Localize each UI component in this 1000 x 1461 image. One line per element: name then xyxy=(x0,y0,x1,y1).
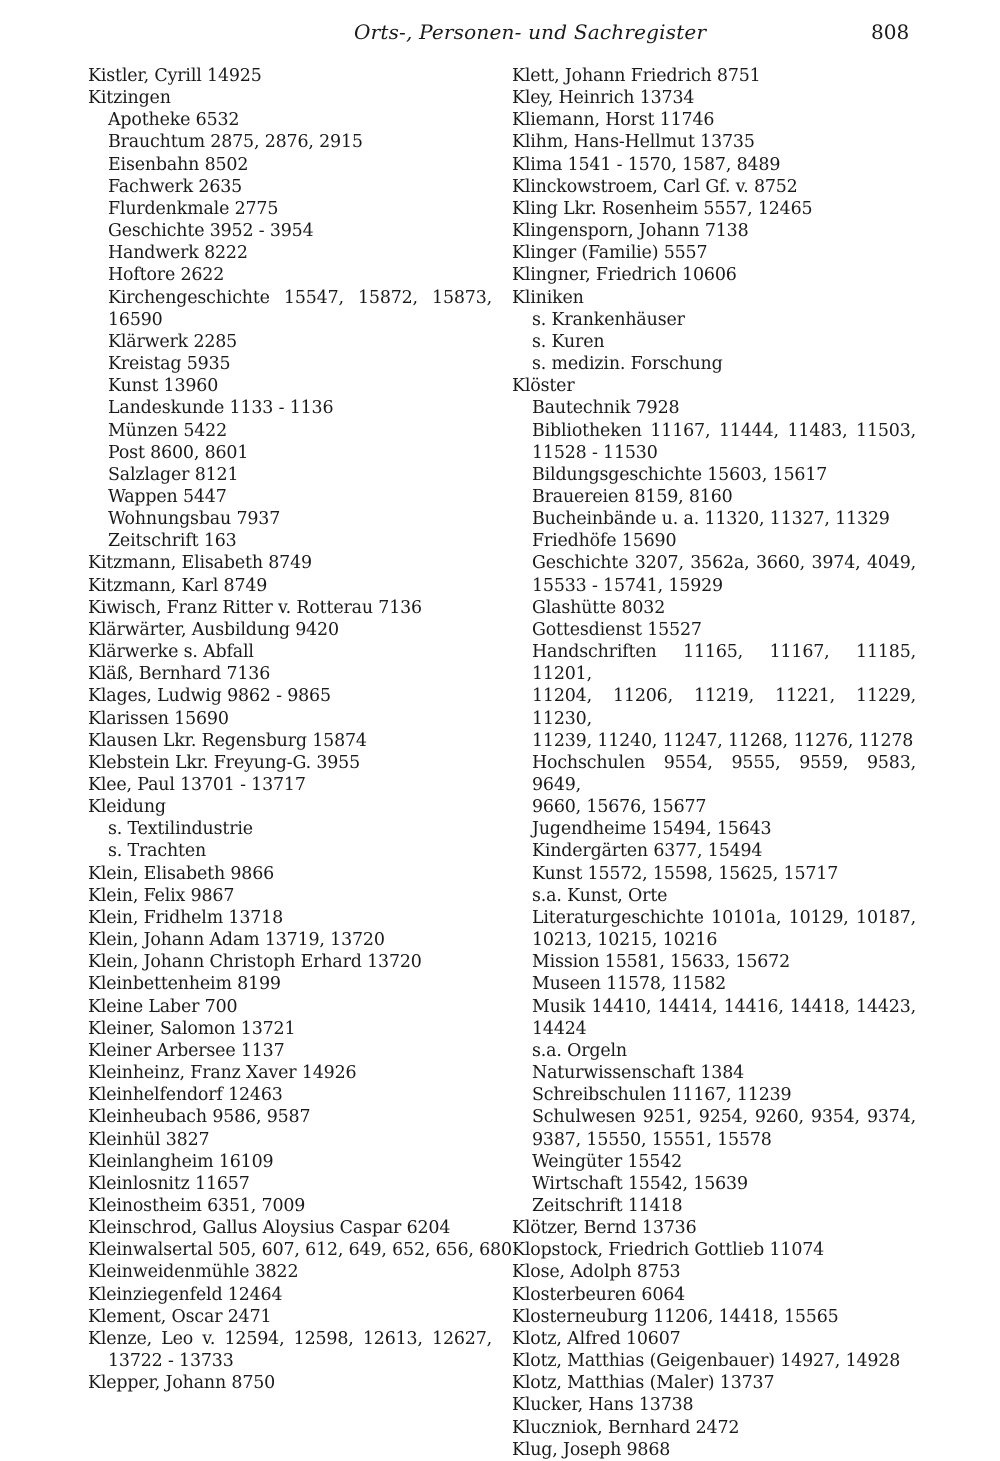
index-entry: Klingner, Friedrich 10606 xyxy=(512,265,737,286)
index-entry: Klotz, Matthias (Maler) 13737 xyxy=(512,1373,775,1394)
index-entry: Klinger (Familie) 5557 xyxy=(512,243,708,264)
index-entry: Kleinheubach 9586, 9587 xyxy=(88,1107,311,1128)
index-subentry: 15533 - 15741, 15929 xyxy=(532,575,723,596)
index-entry: Kläß, Bernhard 7136 xyxy=(88,664,271,685)
index-subentry: Friedhöfe 15690 xyxy=(532,531,677,552)
index-entry: Klee, Paul 13701 - 13717 xyxy=(88,775,306,795)
index-subentry: 9387, 15550, 15551, 15578 xyxy=(532,1129,772,1150)
index-entry: Kiwisch, Franz Ritter v. Rotterau 7136 xyxy=(88,597,422,618)
index-subentry: Musik 14410, 14414, 14416, 14418, 14423, xyxy=(532,996,916,1017)
index-entry: Klima 1541 - 1570, 1587, 8489 xyxy=(512,154,781,175)
index-subentry: Klärwerk 2285 xyxy=(108,331,238,352)
index-subentry: Mission 15581, 15633, 15672 xyxy=(532,952,791,973)
index-entry: Kliemann, Horst 11746 xyxy=(512,110,715,131)
index-subentry: 16590 xyxy=(108,309,163,330)
index-subentry: Schreibschulen 11167, 11239 xyxy=(532,1085,792,1106)
index-subentry: s.a. Kunst, Orte xyxy=(532,885,668,906)
index-subentry: s.a. Orgeln xyxy=(532,1040,627,1061)
index-entry: Klein, Elisabeth 9866 xyxy=(88,863,275,884)
index-entry: Klöster xyxy=(512,376,575,397)
index-entry: Kitzingen xyxy=(88,88,171,109)
index-subentry: 14424 xyxy=(532,1018,587,1039)
page-header xyxy=(0,20,1000,48)
index-entry: Kistler, Cyrill 14925 xyxy=(88,66,262,86)
index-entry: Klein, Johann Adam 13719, 13720 xyxy=(88,930,385,951)
index-entry: Kitzmann, Elisabeth 8749 xyxy=(88,553,312,574)
index-subentry: Münzen 5422 xyxy=(108,420,227,441)
index-subentry: Jugendheime 15494, 15643 xyxy=(532,819,772,840)
index-entry: Klepper, Johann 8750 xyxy=(88,1373,276,1394)
index-entry: Kleinhül 3827 xyxy=(88,1129,210,1150)
index-subentry: Zeitschrift 11418 xyxy=(532,1195,683,1216)
index-entry: Kleinweidenmühle 3822 xyxy=(88,1262,299,1283)
index-subentry: 11239, 11240, 11247, 11268, 11276, 11278 xyxy=(532,730,914,751)
index-subentry: 9660, 15676, 15677 xyxy=(532,797,707,818)
index-subentry: Brauchtum 2875, 2876, 2915 xyxy=(108,132,363,153)
index-entry: Klug, Joseph 9868 xyxy=(512,1439,671,1460)
index-entry: Klenze, Leo v. 12594, 12598, 12613, 12627, xyxy=(88,1328,492,1349)
index-entry: Klopstock, Friedrich Gottlieb 11074 xyxy=(512,1240,825,1261)
index-entry: Klett, Johann Friedrich 8751 xyxy=(512,66,761,86)
index-subentry: 13722 - 13733 xyxy=(108,1351,234,1372)
index-entry: Klebstein Lkr. Freyung-G. 3955 xyxy=(88,752,361,773)
index-subentry: Bucheinbände u. a. 11320, 11327, 11329 xyxy=(532,509,890,530)
index-subentry: Wohnungsbau 7937 xyxy=(108,509,281,530)
index-entry: Kleinziegenfeld 12464 xyxy=(88,1284,283,1305)
index-entry: Kleiner, Salomon 13721 xyxy=(88,1018,296,1039)
index-entry: Klein, Fridhelm 13718 xyxy=(88,907,283,928)
index-entry: Kleinlangheim 16109 xyxy=(88,1151,274,1172)
index-subentry: Hoftore 2622 xyxy=(108,265,225,286)
index-entry: Kitzmann, Karl 8749 xyxy=(88,575,268,596)
index-entry: Klement, Oscar 2471 xyxy=(88,1306,272,1327)
index-entry: Kleinhelfendorf 12463 xyxy=(88,1085,283,1106)
page-number: 808 xyxy=(871,20,910,44)
index-entry: Klotz, Alfred 10607 xyxy=(512,1328,681,1349)
index-subentry: Salzlager 8121 xyxy=(108,464,239,485)
index-entry: Kleinlosnitz 11657 xyxy=(88,1173,250,1194)
index-subentry: Bildungsgeschichte 15603, 15617 xyxy=(532,464,828,485)
index-column-right xyxy=(512,65,916,1461)
index-subentry: s. Trachten xyxy=(108,841,207,862)
index-subentry: Kirchengeschichte 15547, 15872, 15873, xyxy=(108,287,492,308)
index-subentry: Schulwesen 9251, 9254, 9260, 9354, 9374, xyxy=(532,1107,916,1128)
index-entry: Klinckowstroem, Carl Gf. v. 8752 xyxy=(512,176,798,197)
index-subentry: Landeskunde 1133 - 1136 xyxy=(108,398,334,419)
index-entry: Klärwerke s. Abfall xyxy=(88,642,254,663)
index-subentry: 11204, 11206, 11219, 11221, 11229, 11230, xyxy=(532,686,916,729)
index-entry: Klihm, Hans-Hellmut 13735 xyxy=(512,132,755,153)
index-entry: Kleine Laber 700 xyxy=(88,996,238,1017)
index-subentry: Literaturgeschichte 10101a, 10129, 10187, xyxy=(532,907,916,928)
index-subentry: Zeitschrift 163 xyxy=(108,531,237,552)
index-entry: Kleinostheim 6351, 7009 xyxy=(88,1195,306,1216)
index-entry: Kleinschrod, Gallus Aloysius Caspar 6204 xyxy=(88,1218,451,1239)
index-entry: Kliniken xyxy=(512,287,584,308)
index-entry: Klose, Adolph 8753 xyxy=(512,1262,681,1283)
index-subentry: Flurdenkmale 2775 xyxy=(108,198,279,219)
index-entry: Klotz, Matthias (Geigenbauer) 14927, 14928 xyxy=(512,1351,901,1372)
index-subentry: Kindergärten 6377, 15494 xyxy=(532,841,763,862)
index-subentry: Kreistag 5935 xyxy=(108,354,231,375)
index-entry: Kleinbettenheim 8199 xyxy=(88,974,281,995)
index-subentry: Handwerk 8222 xyxy=(108,243,248,264)
index-subentry: s. Kuren xyxy=(532,331,605,352)
index-subentry: Apotheke 6532 xyxy=(108,110,240,131)
index-subentry: Eisenbahn 8502 xyxy=(108,154,249,175)
index-entry: Kleinheinz, Franz Xaver 14926 xyxy=(88,1063,357,1084)
index-subentry: Weingüter 15542 xyxy=(532,1151,683,1172)
index-subentry: Naturwissenschaft 1384 xyxy=(532,1063,745,1084)
index-subentry: Museen 11578, 11582 xyxy=(532,974,727,995)
index-entry: Klosterneuburg 11206, 14418, 15565 xyxy=(512,1306,839,1327)
index-subentry: Brauereien 8159, 8160 xyxy=(532,486,733,507)
index-entry: Kleiner Arbersee 1137 xyxy=(88,1040,285,1061)
index-entry: Klein, Johann Christoph Erhard 13720 xyxy=(88,952,422,973)
index-subentry: Wirtschaft 15542, 15639 xyxy=(532,1173,748,1194)
index-subentry: s. medizin. Forschung xyxy=(532,354,723,375)
index-entry: Klucker, Hans 13738 xyxy=(512,1395,694,1416)
index-subentry: Geschichte 3207, 3562a, 3660, 3974, 4049, xyxy=(532,553,916,574)
index-subentry: 11528 - 11530 xyxy=(532,442,658,463)
index-entry: Klarissen 15690 xyxy=(88,708,229,729)
index-subentry: Kunst 13960 xyxy=(108,376,219,397)
index-subentry: s. Textilindustrie xyxy=(108,819,253,840)
index-entry: Kleidung xyxy=(88,797,166,818)
index-entry: Kley, Heinrich 13734 xyxy=(512,88,695,109)
index-subentry: Glashütte 8032 xyxy=(532,597,666,618)
index-subentry: Post 8600, 8601 xyxy=(108,442,249,463)
index-entry: Kluczniok, Bernhard 2472 xyxy=(512,1417,740,1438)
index-subentry: Geschichte 3952 - 3954 xyxy=(108,221,314,242)
index-entry: Kleinwalsertal 505, 607, 612, 649, 652, 656, 680 xyxy=(88,1240,512,1261)
index-entry: Klages, Ludwig 9862 - 9865 xyxy=(88,686,331,707)
index-subentry: Hochschulen 9554, 9555, 9559, 9583, 9649, xyxy=(532,752,916,795)
index-column-left xyxy=(88,65,512,1394)
index-subentry: Kunst 15572, 15598, 15625, 15717 xyxy=(532,863,839,884)
index-subentry: Wappen 5447 xyxy=(108,486,227,507)
index-subentry: Gottesdienst 15527 xyxy=(532,619,702,640)
index-entry: Klötzer, Bernd 13736 xyxy=(512,1218,697,1239)
index-entry: Klausen Lkr. Regensburg 15874 xyxy=(88,730,367,751)
index-subentry: Bautechnik 7928 xyxy=(532,398,680,419)
index-subentry: Bibliotheken 11167, 11444, 11483, 11503, xyxy=(532,420,916,441)
index-subentry: Handschriften 11165, 11167, 11185, 11201, xyxy=(532,642,916,685)
index-entry: Kling Lkr. Rosenheim 5557, 12465 xyxy=(512,198,813,219)
running-header-title: Orts-, Personen- und Sachregister xyxy=(354,20,707,44)
index-entry: Klärwärter, Ausbildung 9420 xyxy=(88,619,339,640)
index-entry: Klein, Felix 9867 xyxy=(88,885,235,906)
index-subentry: s. Krankenhäuser xyxy=(532,309,685,330)
index-entry: Klingensporn, Johann 7138 xyxy=(512,221,749,242)
index-entry: Klosterbeuren 6064 xyxy=(512,1284,686,1305)
index-subentry: 10213, 10215, 10216 xyxy=(532,930,718,951)
index-subentry: Fachwerk 2635 xyxy=(108,176,243,197)
